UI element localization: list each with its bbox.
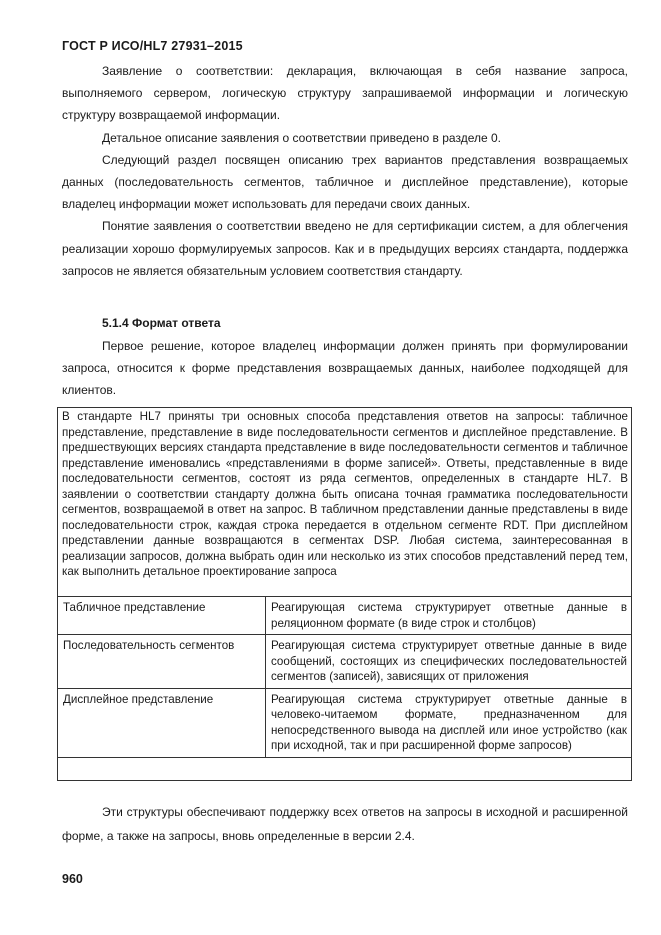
closing-text xyxy=(62,800,628,848)
representation-description: Реагирующая система структурирует ответные данные в виде сообщений, состоящих из специфических последовательностей сегментов (записей), зависящих от приложения xyxy=(266,635,632,689)
info-box-text: В стандарте HL7 приняты три основных способа представления ответов на запросы: табличное представление, представление в виде последовательности сегментов и дисплейное представление. В предшествующих версиях стандарта представление в виде последовательности сегментов и табличное представление именовались «представлениями в форме записей». Ответы, представленные в виде последовательности сегментов, состоят из ряда сегментов, определенных в стандарте HL7. В заявлении о соответствии стандарту должна быть описана точная грамматика последовательности сегментов, возвращаемой в ответ на запрос. В табличном представлении данные представлены в виде последовательности строк, каждая строка передается в отдельном сегменте RDT. При дисплейном представлении данные возвращаются в сегментах DSP. Любая система, заинтересованная в реализации запросов, должна выбрать один или несколько из этих способов представлений перед тем, как выполнить детальное проектирование запроса xyxy=(62,410,628,579)
representation-description: Реагирующая система структурирует ответные данные в человеко-читаемом формате, предназначенном для непосредственного вывода на дисплей или иное устройство (как при исходной, так и при расширенной форме запросов) xyxy=(266,688,632,757)
paragraph-closing: Эти структуры обеспечивают поддержку всех ответов на запросы в исходной и расширенной форме, а также на запросы, вновь определенные в версии 2.4. xyxy=(62,805,628,843)
intro-text xyxy=(62,60,628,282)
representation-name: Табличное представление xyxy=(58,597,266,635)
document-header: ГОСТ Р ИСО/HL7 27931–2015 xyxy=(62,39,243,53)
paragraph-conformance-purpose: Понятие заявления о соответствии введено не для сертификации систем, а для облегчения реализации хорошо формулируемых запросов. Как и в предыдущих версиях стандарта, поддержка запросов не является обязательным условием соответствия стандарту. xyxy=(62,219,628,278)
representation-table xyxy=(57,596,632,758)
paragraph-statement-definition: Заявление о соответствии: декларация, включающая в себя название запроса, выполняемого сервером, логическую структуру запрашиваемой информации и логическую структуру возвращаемой информации. xyxy=(62,64,628,123)
paragraph-representations-intro: Следующий раздел посвящен описанию трех вариантов представления возвращаемых данных (последовательность сегментов, табличное и дисплейное представление), которые владелец информации может использовать для передачи своих данных. xyxy=(62,152,628,212)
section-heading: 5.1.4 Формат ответа xyxy=(102,316,221,330)
table-row xyxy=(58,597,632,635)
representation-name: Дисплейное представление xyxy=(58,688,266,757)
page-number: 960 xyxy=(62,872,83,886)
table-row xyxy=(58,635,632,689)
representation-description: Реагирующая система структурирует ответные данные в реляционном формате (в виде строк и столбцов) xyxy=(266,597,632,635)
representation-name: Последовательность сегментов xyxy=(58,635,266,689)
section-text xyxy=(62,335,628,402)
table-row xyxy=(58,688,632,757)
paragraph-statement-reference: Детальное описание заявления о соответствии приведено в разделе 0. xyxy=(102,130,501,145)
paragraph-response-format: Первое решение, которое владелец информации должен принять при формулировании запроса, относится к форме представления возвращаемых данных, наиболее подходящей для клиентов. xyxy=(62,339,628,398)
